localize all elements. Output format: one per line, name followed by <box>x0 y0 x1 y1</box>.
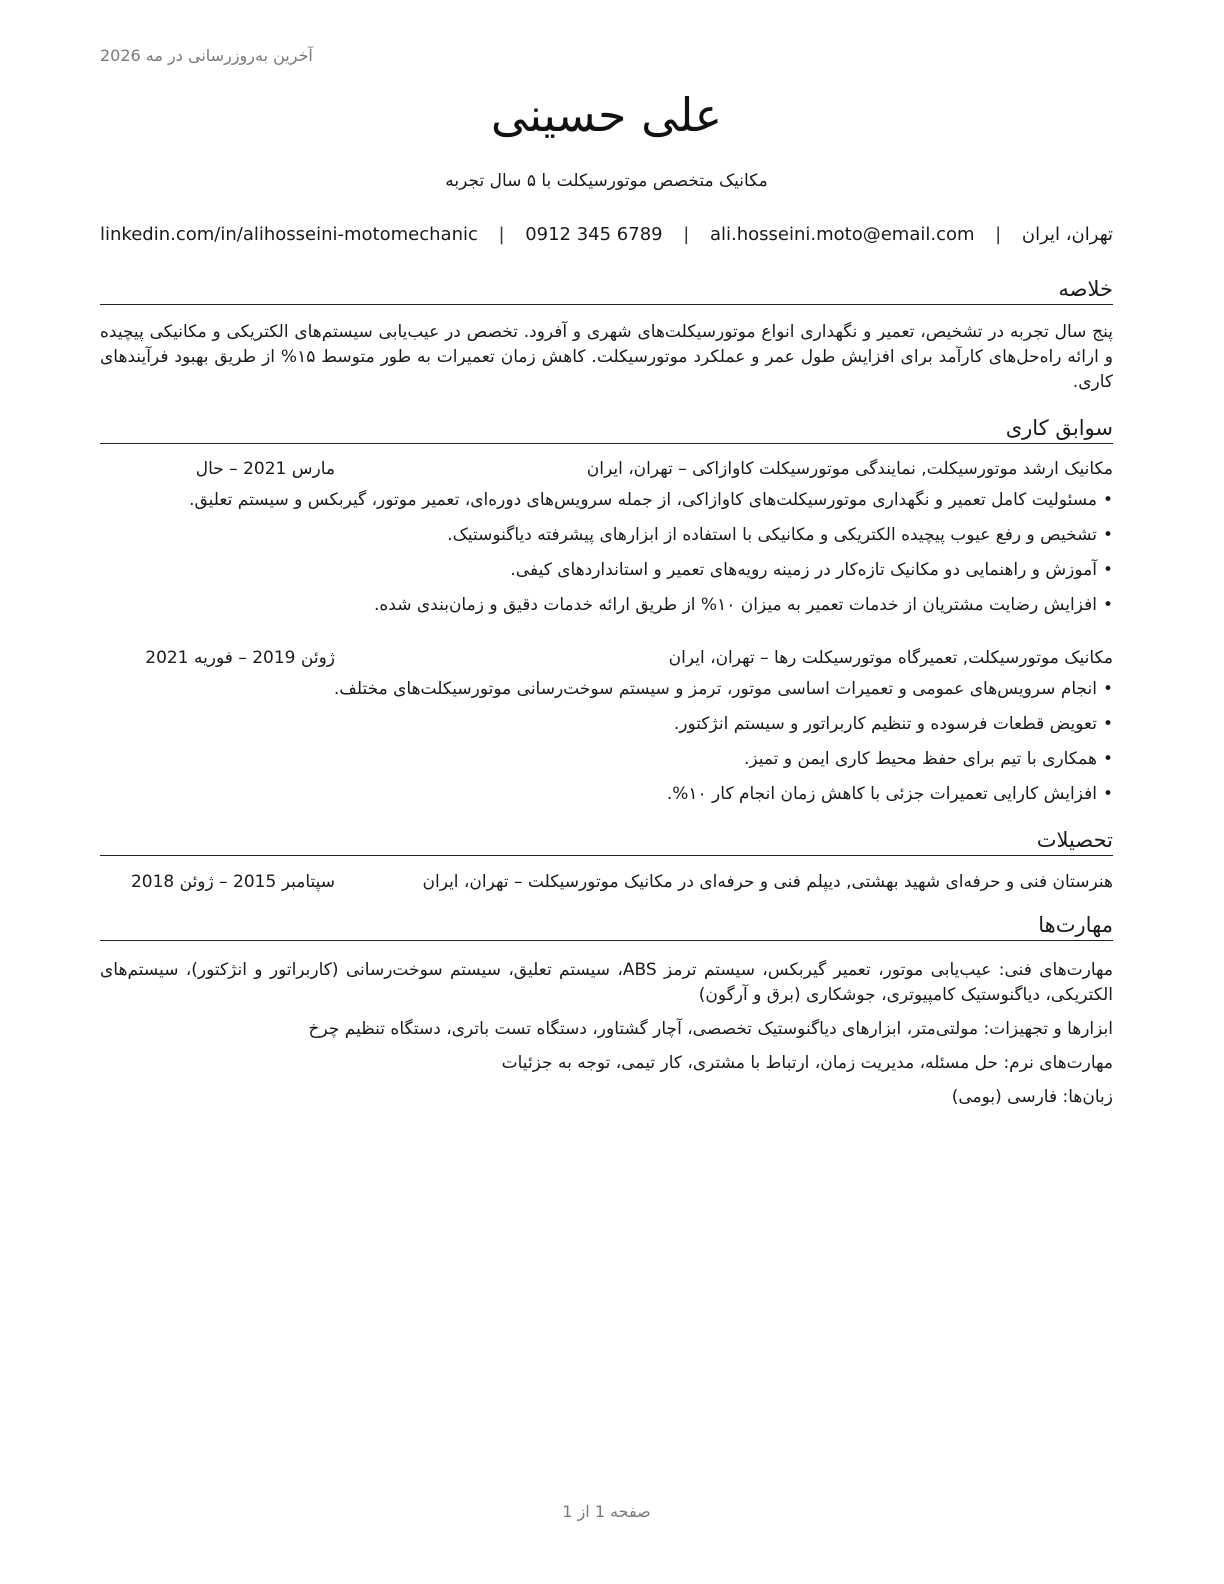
job-bullet: • افزایش رضایت مشتریان از خدمات تعمیر به میزان ۱۰% از طریق ارائه خدمات دقیق و زمان‌بندی شده. <box>100 593 1113 628</box>
job-bullet-list <box>100 488 1113 628</box>
contact-linkedin[interactable]: linkedin.com/in/alihosseini-motomechanic <box>100 224 478 245</box>
education-dates: سپتامبر 2015 – ژوئن 2018 <box>130 872 335 892</box>
contact-separator: | <box>683 224 690 245</box>
contact-location: تهران، ایران <box>1021 224 1113 245</box>
job-bullet: • همکاری با تیم برای حفظ محیط کاری ایمن و تمیز. <box>100 747 1113 782</box>
contact-line <box>100 224 1113 245</box>
skills-section-title: مهارت‌ها <box>100 912 1113 941</box>
last-updated-note: آخرین به‌روزرسانی در مه 2026 <box>100 46 313 65</box>
candidate-name: علی حسینی <box>490 88 723 142</box>
page-number: صفحه 1 از 1 <box>562 1502 651 1521</box>
resume-page <box>100 0 1113 1584</box>
candidate-headline: مکانیک متخصص موتورسیکلت با ۵ سال تجربه <box>445 171 768 191</box>
job-dates: مارس 2021 – حال <box>195 459 335 479</box>
skill-item-tools: ابزارها و تجهیزات: مولتی‌متر، ابزارهای دیاگنوستیک تخصصی، آچار گشتاور، دستگاه تست باتری، دستگاه تنظیم چرخ <box>308 1019 1113 1039</box>
summary-section-title: خلاصه <box>100 276 1113 305</box>
job-bullet: • تعویض قطعات فرسوده و تنظیم کاربراتور و سیستم انژکتور. <box>100 712 1113 747</box>
summary-text: پنج سال تجربه در تشخیص، تعمیر و نگهداری انواع موتورسیکلت‌های شهری و آفرود. تخصص در عیب‌یابی سیستم‌های الکتریکی و مکانیکی پیچیده و ارائه راه‌حل‌های کارآمد برای افزایش طول عمر و عملکرد موتورسیکلت. کاهش زمان تعمیرات به طور متوسط ۱۵% از طریق بهبود فرآیندهای کاری. <box>100 322 1113 392</box>
job-bullet: • انجام سرویس‌های عمومی و تعمیرات اساسی موتور، ترمز و سیستم سوخت‌رسانی موتورسیکلت‌های مختلف. <box>100 677 1113 712</box>
job-dates: ژوئن 2019 – فوریه 2021 <box>145 648 335 668</box>
skill-item-technical: مهارت‌های فنی: عیب‌یابی موتور، تعمیر گیربکس، سیستم ترمز ABS، سیستم تعلیق، سیستم سوخت‌رسانی (کاربراتور و انژکتور)، سیستم‌های الکتریکی، دیاگنوستیک کامپیوتری، جوشکاری (برق و آرگون) <box>100 960 1113 1005</box>
skill-item-languages: زبان‌ها: فارسی (بومی) <box>951 1087 1113 1107</box>
job-bullet: • مسئولیت کامل تعمیر و نگهداری موتورسیکلت‌های کاوازاکی، از جمله سرویس‌های دوره‌ای، تعمیر موتور، گیربکس و سیستم تعلیق. <box>100 488 1113 523</box>
job-bullet-list <box>100 677 1113 817</box>
contact-phone[interactable]: 0912 345 6789 <box>525 224 663 245</box>
experience-section-title: سوابق کاری <box>100 415 1113 444</box>
job-title: مکانیک ارشد موتورسیکلت, نمایندگی موتورسیکلت کاوازاکی – تهران، ایران <box>586 459 1113 479</box>
skill-item-soft: مهارت‌های نرم: حل مسئله، مدیریت زمان، ارتباط با مشتری، کار تیمی، توجه به جزئیات <box>501 1053 1113 1073</box>
job-bullet: • آموزش و راهنمایی دو مکانیک تازه‌کار در زمینه رویه‌های تعمیر و استانداردهای کیفی. <box>100 558 1113 593</box>
job-title: مکانیک موتورسیکلت, تعمیرگاه موتورسیکلت رها – تهران، ایران <box>668 648 1113 668</box>
education-institution: هنرستان فنی و حرفه‌ای شهید بهشتی, دیپلم فنی و حرفه‌ای در مکانیک موتورسیکلت – تهران، ایران <box>422 872 1113 892</box>
contact-separator: | <box>498 224 505 245</box>
contact-separator: | <box>995 224 1002 245</box>
education-section-title: تحصیلات <box>100 827 1113 856</box>
skills-list <box>100 958 1113 1119</box>
contact-email[interactable]: ali.hosseini.moto@email.com <box>709 224 975 245</box>
job-bullet: • تشخیص و رفع عیوب پیچیده الکتریکی و مکانیکی با استفاده از ابزارهای پیشرفته دیاگنوستیک. <box>100 523 1113 558</box>
job-bullet: • افزایش کارایی تعمیرات جزئی با کاهش زمان انجام کار ۱۰%. <box>100 782 1113 817</box>
